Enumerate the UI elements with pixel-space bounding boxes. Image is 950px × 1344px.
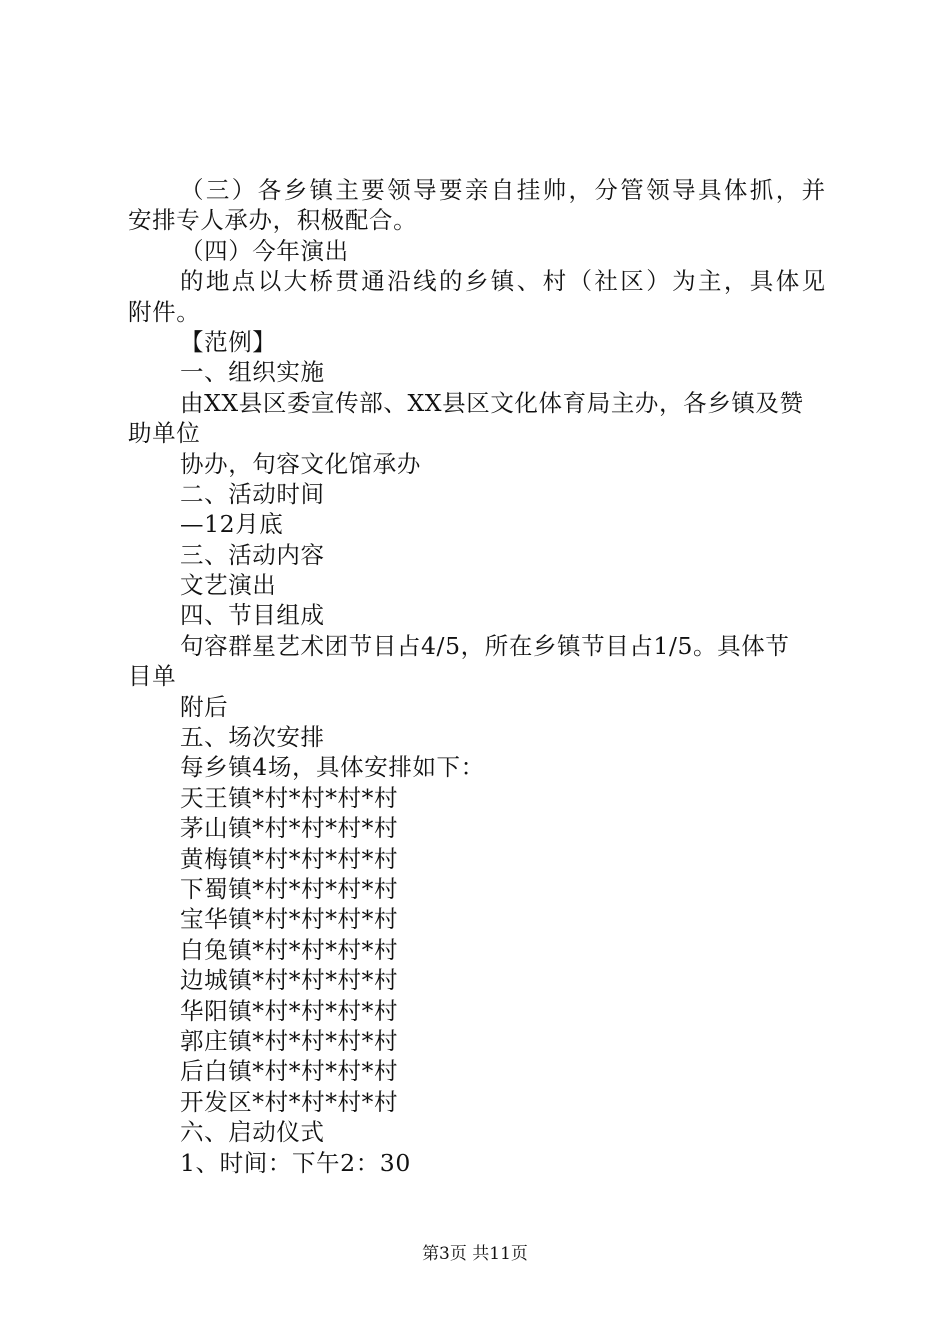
text-line: 协办，句容文化馆承办 xyxy=(180,449,421,478)
text-line: 由XX县区委宣传部、XX县区文化体育局主办，各乡镇及赞 xyxy=(180,388,804,417)
text-line: 目单 xyxy=(128,662,177,691)
text-line: 五、场次安排 xyxy=(180,723,325,752)
text-line: 茅山镇*村*村*村*村 xyxy=(180,814,399,843)
text-line: 每乡镇4场，具体安排如下： xyxy=(180,753,485,782)
text-line: 句容群星艺术团节目占4/5，所在乡镇节目占1/5。具体节 xyxy=(180,631,790,660)
text-line: —12月底 xyxy=(180,510,284,539)
text-line: 1、时间：下午2：30 xyxy=(180,1148,411,1177)
page-footer: 第3页 共11页 xyxy=(422,1244,528,1264)
text-line: 二、活动时间 xyxy=(180,479,325,508)
text-line: 华阳镇*村*村*村*村 xyxy=(180,996,399,1025)
text-line: 郭庄镇*村*村*村*村 xyxy=(180,1026,399,1055)
text-line: 边城镇*村*村*村*村 xyxy=(180,966,399,995)
text-line: 四、节目组成 xyxy=(180,601,325,630)
text-line: 六、启动仪式 xyxy=(180,1118,325,1147)
text-line: 宝华镇*村*村*村*村 xyxy=(180,905,399,934)
text-line: （四）今年演出 xyxy=(180,236,349,265)
text-line: 【范例】 xyxy=(180,327,277,356)
text-line: 附件。 xyxy=(128,297,201,326)
text-line: 文艺演出 xyxy=(180,571,277,600)
document-body xyxy=(128,175,832,1178)
text-line: 的地点以大桥贯通沿线的乡镇、村（社区）为主，具体见 xyxy=(180,267,828,296)
text-line: 三、活动内容 xyxy=(180,540,325,569)
text-line: 黄梅镇*村*村*村*村 xyxy=(180,844,399,873)
text-line: 天王镇*村*村*村*村 xyxy=(180,783,399,812)
text-line: （三）各乡镇主要领导要亲自挂帅，分管领导具体抓，并 xyxy=(180,176,828,204)
text-line: 助单位 xyxy=(128,419,201,448)
text-line: 白兔镇*村*村*村*村 xyxy=(180,935,399,964)
text-line: 一、组织实施 xyxy=(180,358,325,387)
text-line: 安排专人承办，积极配合。 xyxy=(128,206,418,235)
text-line: 下蜀镇*村*村*村*村 xyxy=(180,874,399,903)
text-line: 附后 xyxy=(180,692,229,721)
text-line: 开发区*村*村*村*村 xyxy=(180,1087,399,1116)
text-line: 后白镇*村*村*村*村 xyxy=(180,1057,399,1086)
